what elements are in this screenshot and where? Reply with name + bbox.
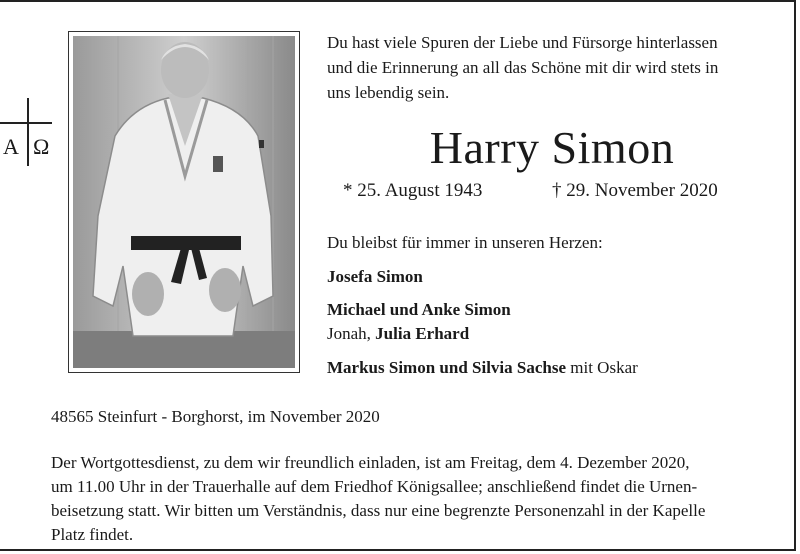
portrait-photo [68,31,300,373]
remembrance-line: Du bleibst für immer in unseren Herzen: [327,233,603,252]
verse-line: Du hast viele Spuren der Liebe und Fürsorge hinterlassen [327,33,718,52]
portrait-image [73,36,295,368]
service-line: beisetzung statt. Wir bitten um Verständnis, dass nur eine begrenzte Personenzahl in der Kapelle [51,501,706,520]
service-line: Platz findet. [51,525,134,544]
verse-line: und die Erinnerung an all das Schöne mit dir wird stets in [327,58,719,77]
service-announcement [51,451,776,547]
service-line: Der Wortgottesdienst, zu dem wir freundlich einladen, ist am Freitag, dem 4. Dezember 2020, [51,453,690,472]
mourner-name: Markus Simon und Silvia Sachse [327,358,567,377]
verse [327,30,777,105]
alpha-symbol: A [3,134,19,159]
mourner-name: mit Oskar [566,358,638,377]
mourner-line [327,265,423,289]
verse-line: uns lebendig sein. [327,83,450,102]
deceased-name: Harry Simon [429,122,675,173]
mourner-name: Michael und Anke Simon [327,300,511,319]
mourner-name: Jonah, [327,324,376,343]
mourner-line [327,298,511,322]
mourner-line [327,356,638,380]
mourner-line [327,322,469,346]
omega-symbol: Ω [33,134,50,159]
mourner-name: Julia Erhard [375,324,470,343]
birth-date: * 25. August 1943 [343,180,483,201]
cross-vertical-bar [27,98,29,166]
cross-horizontal-bar [0,122,52,124]
judoka-portrait-graphic [73,36,295,368]
place-and-date: 48565 Steinfurt - Borghorst, im November 2020 [51,407,380,426]
service-line: um 11.00 Uhr in der Trauerhalle auf dem Friedhof Königsallee; anschließend findet die Urnen- [51,477,698,496]
death-date: † 29. November 2020 [552,180,718,201]
mourner-name: Josefa Simon [327,267,423,286]
